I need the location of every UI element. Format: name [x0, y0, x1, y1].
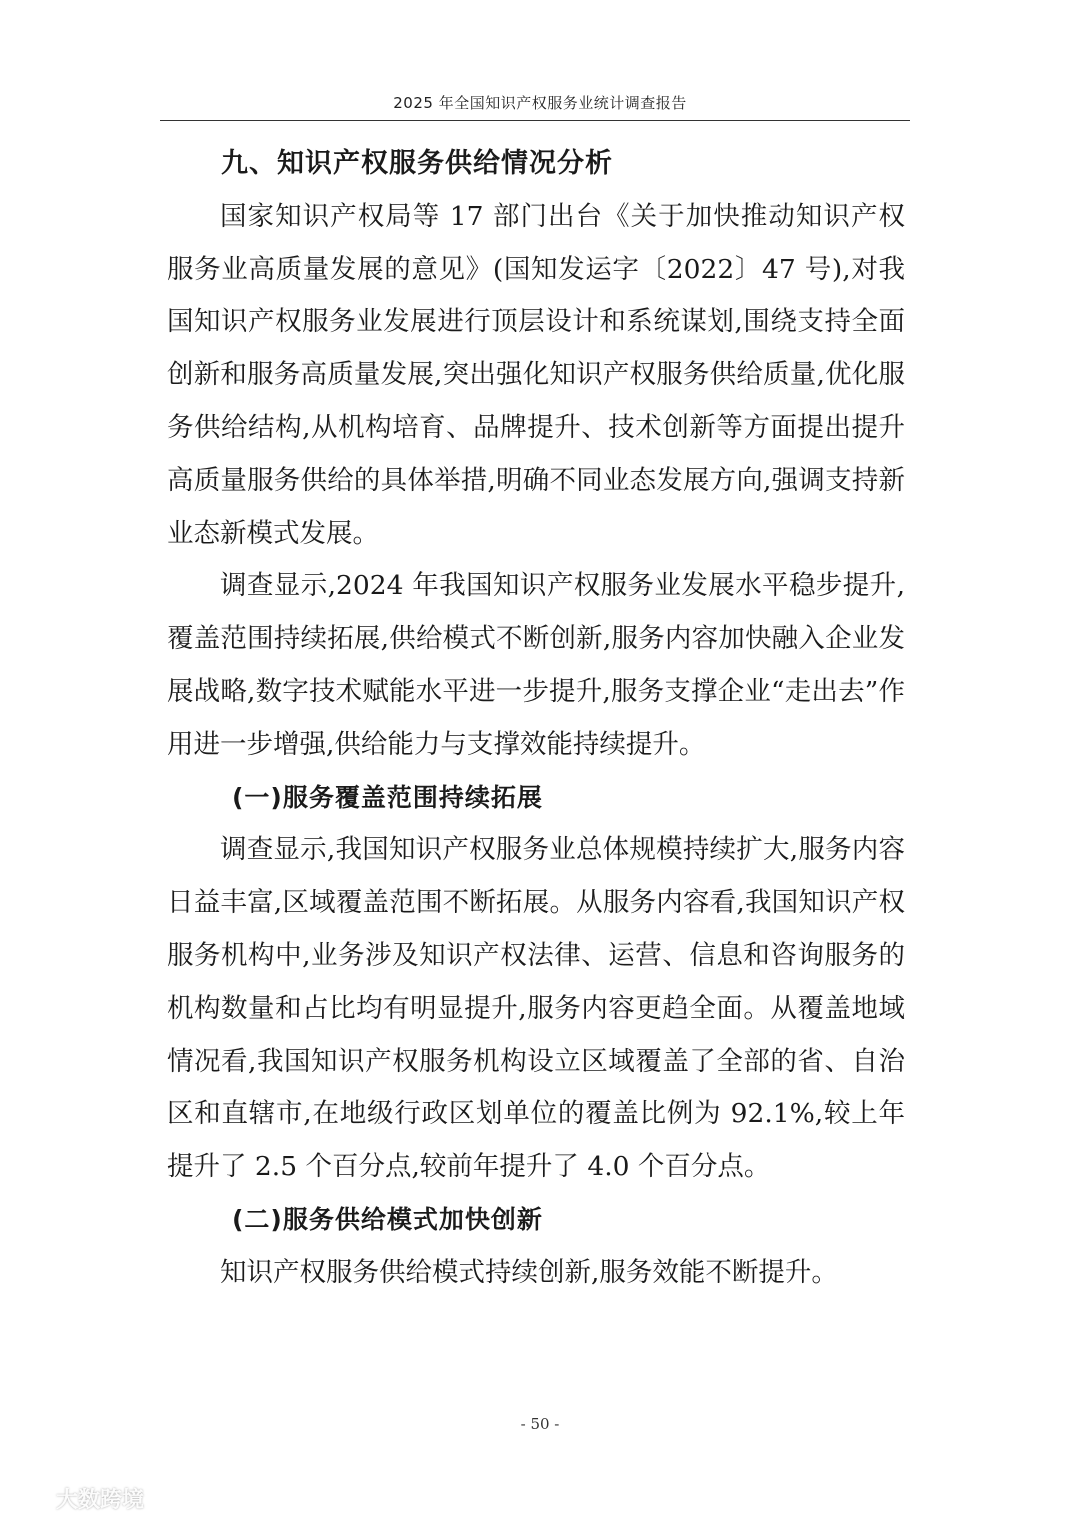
body-paragraph: 国家知识产权局等 17 部门出台《关于加快推动知识产权服务业高质量发展的意见》(国知发运字〔2022〕47 号),对我国知识产权服务业发展进行顶层设计和系统谋划,围绕支持全面创新和服务高质量发展,突出强化知识产权服务供给质量,优化服务供给结构,从机构培育、品牌提升、技术创新等方面提出提升高质量服务供给的具体举措,明确不同业态发展方向,强调支持新业态新模式发展。	[167, 200, 905, 549]
watermark	[6, 1478, 144, 1518]
body-paragraph: 调查显示,我国知识产权服务业总体规模持续扩大,服务内容日益丰富,区域覆盖范围不断拓展。从服务内容看,我国知识产权服务机构中,业务涉及知识产权法律、运营、信息和咨询服务的机构数量和占比均有明显提升,服务内容更趋全面。从覆盖地域情况看,我国知识产权服务机构设立区域覆盖了全部的省、自治区和直辖市,在地级行政区划单位的覆盖比例为 92.1%,较上年提升了 2.5 个百分点,较前年提升了 4.0 个百分点。	[167, 834, 905, 1183]
subsection-title: (一)服务覆盖范围持续拓展	[232, 782, 543, 812]
body-paragraph: 调查显示,2024 年我国知识产权服务业发展水平稳步提升,覆盖范围持续拓展,供给模式不断创新,服务内容加快融入企业发展战略,数字技术赋能水平进一步提升,服务支撑企业“走出去”作用进一步增强,供给能力与支撑效能持续提升。	[167, 570, 905, 760]
header-divider	[160, 120, 910, 121]
section-title: 九、知识产权服务供给情况分析	[221, 148, 613, 179]
page-body	[167, 138, 905, 1300]
running-header: 2025 年全国知识产权服务业统计调查报告	[393, 94, 687, 112]
page-number: - 50 -	[520, 1415, 560, 1433]
watermark-text: 大数跨境	[56, 1487, 145, 1513]
subsection-title: (二)服务供给模式加快创新	[232, 1204, 543, 1234]
logo-icon	[6, 1484, 52, 1512]
body-paragraph: 知识产权服务供给模式持续创新,服务效能不断提升。	[220, 1256, 838, 1288]
